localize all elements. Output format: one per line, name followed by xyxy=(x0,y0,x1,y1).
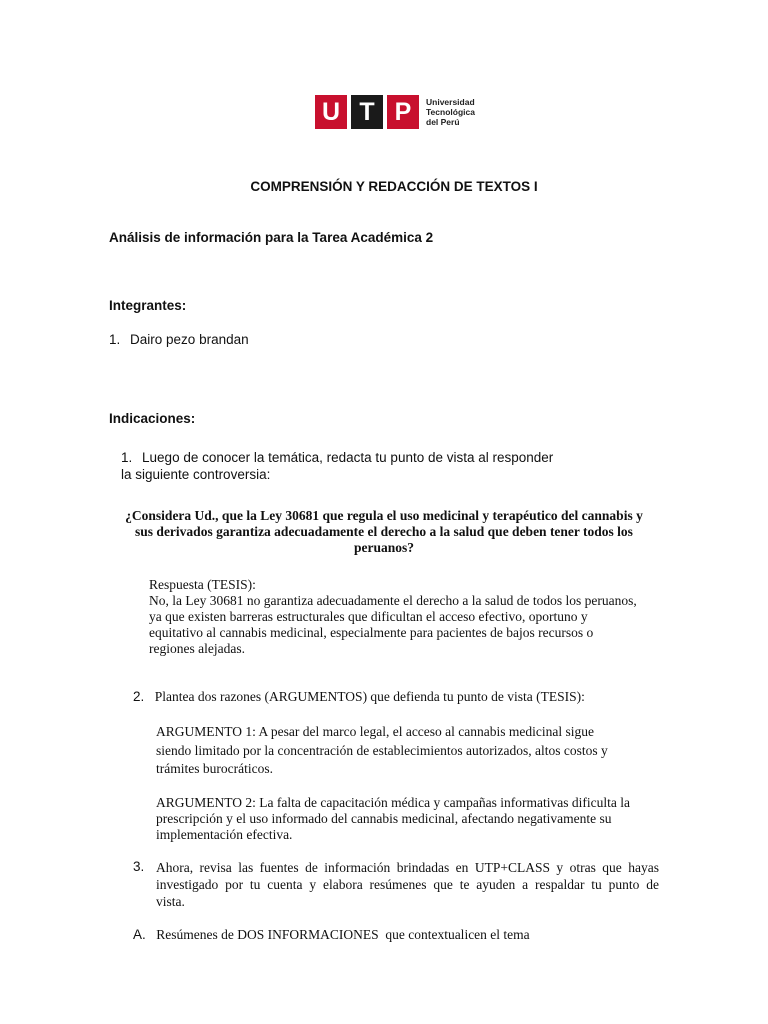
member-name: Dairo pezo brandan xyxy=(130,332,249,347)
question-line: ¿Considera Ud., que la Ley 30681 que regula el uso medicinal y terapéutico del cannabis y xyxy=(125,508,643,523)
argument-1 xyxy=(156,723,608,779)
logo-text xyxy=(426,97,475,127)
thesis-line: No, la Ley 30681 no garantiza adecuadamente el derecho a la salud de todos los peruanos, xyxy=(149,593,637,608)
step-a xyxy=(133,926,530,944)
thesis-line: regiones alejadas. xyxy=(149,641,245,656)
logo-text-line: Tecnológica xyxy=(426,107,475,117)
argument-line: ARGUMENTO 1: A pesar del marco legal, el acceso al cannabis medicinal sigue xyxy=(156,724,594,739)
step-text: Luego de conocer la temática, redacta tu punto de vista al responder xyxy=(142,450,554,465)
step-3-number: 3. xyxy=(133,859,145,874)
logo-letter-u: U xyxy=(315,95,347,129)
step-3 xyxy=(156,859,659,910)
member-item xyxy=(109,331,249,348)
argument-line: trámites burocráticos. xyxy=(156,761,273,776)
step-text: Plantea dos razones (ARGUMENTOS) que defienda tu punto de vista (TESIS): xyxy=(154,689,585,704)
argument-2 xyxy=(156,795,630,843)
controversy-question xyxy=(100,508,668,556)
logo-text-line: del Perú xyxy=(426,117,460,127)
step-number: 1. xyxy=(121,450,133,465)
step-2 xyxy=(133,688,585,706)
logo-letter-t: T xyxy=(351,95,383,129)
step-text: investigado por tu cuenta y elabora resúmenes que te ayuden a respaldar tu punto de xyxy=(156,877,659,892)
argument-line: implementación efectiva. xyxy=(156,827,293,842)
thesis-block xyxy=(149,577,637,657)
instructions-heading: Indicaciones: xyxy=(109,411,196,426)
question-line: sus derivados garantiza adecuadamente el derecho a la salud que deben tener todos los xyxy=(135,524,633,539)
question-line: peruanos? xyxy=(353,540,414,555)
step-number: 2. xyxy=(133,689,145,704)
argument-line: ARGUMENTO 2: La falta de capacitación médica y campañas informativas dificulta la xyxy=(156,795,630,810)
argument-line: prescripción y el uso informado del cannabis medicinal, afectando negativamente su xyxy=(156,811,612,826)
step-text: Resúmenes de DOS INFORMACIONES que contextualicen el tema xyxy=(156,927,530,942)
step-text: la siguiente controversia: xyxy=(121,467,271,482)
step-1 xyxy=(121,449,553,483)
assignment-title: Análisis de información para la Tarea Académica 2 xyxy=(109,230,434,245)
step-letter: A. xyxy=(133,927,146,942)
step-text: vista. xyxy=(156,894,185,909)
member-number: 1. xyxy=(109,332,121,347)
members-heading: Integrantes: xyxy=(109,298,187,313)
logo-letter-p: P xyxy=(387,95,419,129)
logo-text-line: Universidad xyxy=(426,97,475,107)
argument-line: siendo limitado por la concentración de establecimientos autorizados, altos costos y xyxy=(156,742,608,758)
thesis-line: ya que existen barreras estructurales que dificultan el acceso efectivo, oportuno y xyxy=(149,609,588,624)
thesis-line: equitativo al cannabis medicinal, especialmente para pacientes de bajos recursos o xyxy=(149,625,594,640)
utp-logo xyxy=(315,95,485,131)
thesis-label: Respuesta (TESIS): xyxy=(149,577,256,592)
step-text: Ahora, revisa las fuentes de información brindadas en UTP+CLASS y otras que hayas xyxy=(156,860,659,875)
course-title: COMPRENSIÓN Y REDACCIÓN DE TEXTOS I xyxy=(250,179,538,194)
